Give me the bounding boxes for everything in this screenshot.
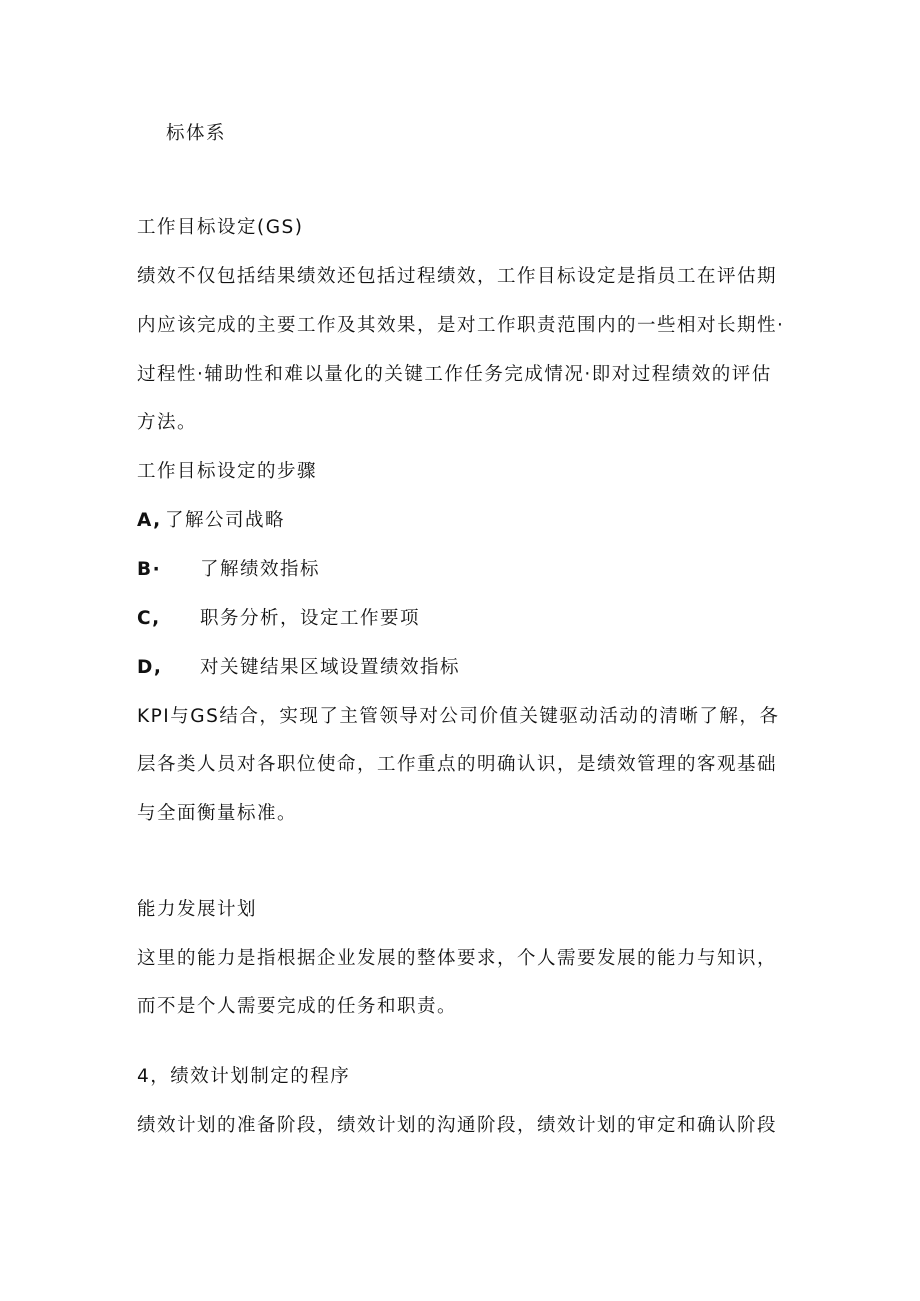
step-c-text: 职务分析，设定工作要项 xyxy=(200,608,421,629)
step-a-text: 了解公司战略 xyxy=(165,510,286,531)
gs-paragraph-line-1: 绩效不仅包括结果绩效还包括过程绩效，工作目标设定是指员工在评估期 xyxy=(137,266,778,287)
procedure-paragraph-line-1: 绩效计划的准备阶段，绩效计划的沟通阶段，绩效计划的审定和确认阶段 xyxy=(137,1115,778,1136)
gs-paragraph-line-2: 内应该完成的主要工作及其效果，是对工作职责范围内的一些相对长期性· xyxy=(137,315,785,336)
procedure-section-title: 4，绩效计划制定的程序 xyxy=(137,1066,351,1087)
ability-section-title: 能力发展计划 xyxy=(137,899,258,920)
step-c-mark: C, xyxy=(137,608,161,629)
steps-title: 工作目标设定的步骤 xyxy=(137,461,318,482)
step-a xyxy=(137,509,286,533)
step-a-mark: A, xyxy=(137,510,162,531)
ability-paragraph-line-2: 而不是个人需要完成的任务和职责。 xyxy=(137,996,458,1017)
step-d-text: 对关键结果区域设置绩效指标 xyxy=(200,657,461,678)
summary-line-2: 层各类人员对各职位使命，工作重点的明确认识，是绩效管理的客观基础 xyxy=(137,754,778,775)
top-heading: 标体系 xyxy=(166,123,227,144)
step-c xyxy=(137,607,421,631)
step-b-text: 了解绩效指标 xyxy=(200,559,321,580)
gs-section-title: 工作目标设定(GS) xyxy=(137,217,304,238)
gs-paragraph-line-4: 方法。 xyxy=(137,412,198,433)
summary-line-3: 与全面衡量标准。 xyxy=(137,803,298,824)
step-b-mark: B· xyxy=(137,559,162,580)
step-d-mark: D, xyxy=(137,657,163,678)
step-d xyxy=(137,656,461,680)
ability-paragraph-line-1: 这里的能力是指根据企业发展的整体要求，个人需要发展的能力与知识， xyxy=(137,948,778,969)
step-b xyxy=(137,558,321,582)
gs-paragraph-line-3: 过程性·辅助性和难以量化的关键工作任务完成情况·即对过程绩效的评估 xyxy=(137,364,772,385)
summary-line-1: KPI与GS结合，实现了主管领导对公司价值关键驱动活动的清晰了解，各 xyxy=(137,706,780,727)
